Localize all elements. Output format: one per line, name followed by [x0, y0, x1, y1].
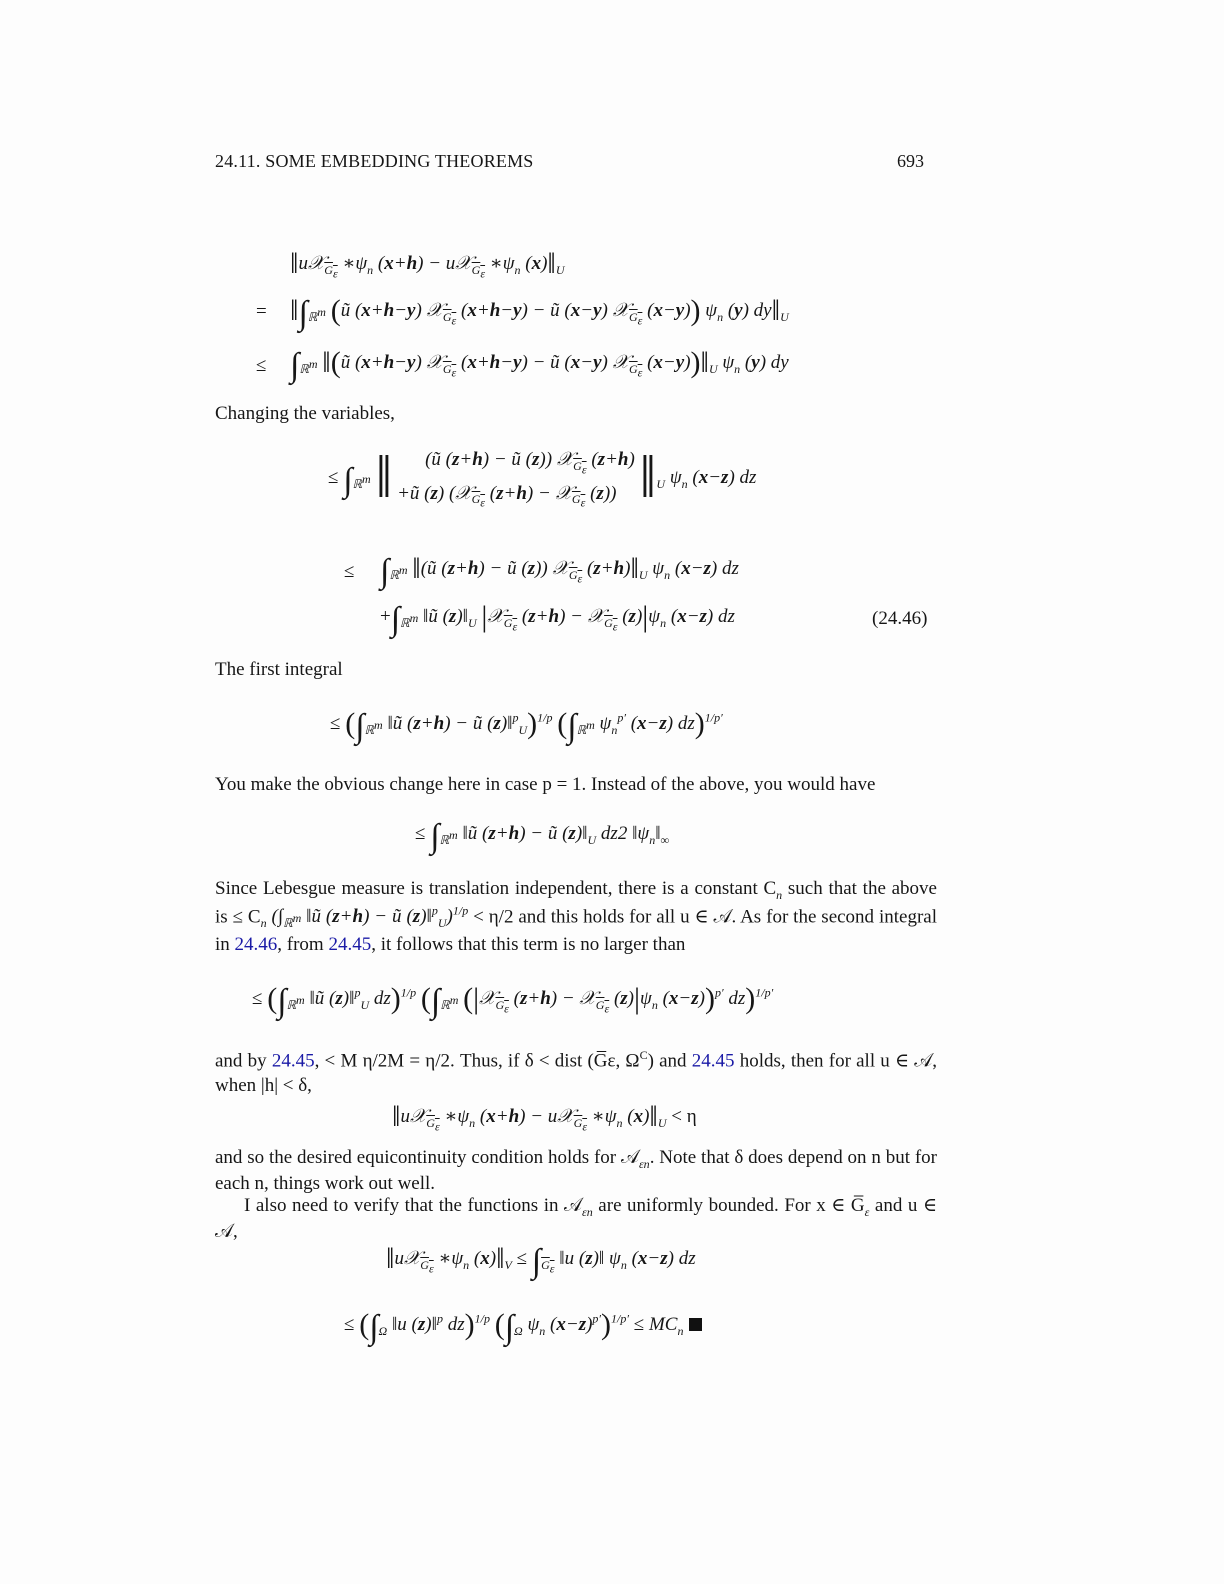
equation-display-4: ≤ $\int_{ℝ^m}$ ‖ (ũ (z+h) − ũ (z)) 𝒳$_{G_\varepsilon}$ (z+h) +ũ (z) (𝒳$_{G_\varepsilon}$ (z+h) − 𝒳$_{G_\varepsilon}$ (z)) $‖_U$ $\psi_n$ (x−z) dz — [328, 444, 757, 510]
equation-display-5: $\int_{ℝ^m}$ ‖(ũ (z+h) − ũ (z)) 𝒳$_{G_\varepsilon}$ $(z+h)‖_U$ $\psi_n$ (x−z) dz — [380, 552, 739, 590]
equation-display-9: ≤ ($\int_{ℝ^m}$ ‖ũ (z)‖$^p_U$ dz)$^{1/p}$ ($\int_{ℝ^m}$ (|𝒳$_{G_\varepsilon}$ (z+h) − 𝒳$_{G_\varepsilon}$ $(z)|\psi_n$ (x−z))$^{p'}$ dz)$^{1/p'}$ — [252, 982, 774, 1020]
paragraph-bounded: I also need to verify that the functions in 𝒜$_{\varepsilon n}$ are uniformly bounded. For x ∈ $G̅_\varepsilon$ and u ∈ 𝒜, — [215, 1195, 938, 1243]
paragraph-first-integral: The first integral — [215, 659, 343, 680]
paragraph-changing-variables: Changing the variables, — [215, 403, 395, 424]
equation-display-7: ≤ ($\int_{ℝ^m}$ ‖ũ (z+h) − ũ (z)‖$^p_U$)$^{1/p}$ ($\int_{ℝ^m}$ $\psi_n^{p'}$ (x−z) dz)$^{1/p'}$ — [330, 707, 723, 745]
equation-display-11: ‖u𝒳$_{G_\varepsilon}$ $∗\psi_n$ $(x)‖_V \le \int_{G_\varepsilon}$ ‖u (z)‖ $\psi_n$ (x−z) dz — [386, 1242, 696, 1280]
paragraph-p1-note: You make the obvious change here in case p = 1. Instead of the above, you would have — [215, 774, 876, 795]
qed-square — [689, 1318, 702, 1331]
ref-link-24-45[interactable]: 24.45 — [328, 933, 372, 955]
paragraph-and-by: and by 24.45, < M η/2M = η/2. Thus, if δ < dist (G̅ε, $\Omega^C$) and 24.45 holds, then for all u ∈ 𝒜, when |h| < δ, — [215, 1048, 937, 1097]
paragraph-equicontinuity: and so the desired equicontinuity condition holds for 𝒜$_{\varepsilon n}$. Note that δ does depend on n but for each n, things work out well. — [215, 1147, 937, 1195]
equation-display-2: $‖\int_{ℝ^m}$ (ũ (x+h−y) 𝒳$_{G_\varepsilon}$ (x+h−y) − ũ (x−y) 𝒳$_{G_\varepsilon}$ (x−y)) $\psi_n$ (y) $dy‖_U$ — [290, 294, 789, 332]
leq-sign: ≤ — [344, 561, 355, 582]
equation-display-10: ‖u𝒳$_{G_\varepsilon}$ $∗\psi_n$ (x+h) − u𝒳$_{G_\varepsilon}$ $∗\psi_n$ $(x)‖_U < \eta$ — [392, 1100, 697, 1134]
equation-display-8: ≤ $\int_{ℝ^m}$ ‖ũ (z+h) − ũ $(z)‖_U$ dz2 $‖\psi_n‖_\infty$ — [415, 818, 670, 855]
paragraph-lebesgue: Since Lebesgue measure is translation independent, there is a constant $C_n$ such that the above is ≤ $C_n$ ($\int_{ℝ^m}$ ‖ũ (z+h) − ũ (z)‖$^p_U$)$^{1/p}$ < η/2 and this holds for all u ∈ 𝒜. As for the second integral in 24.46, from 24.45, it follows that this term is no larger than — [215, 878, 938, 955]
equation-display-6: $+\int_{ℝ^m}$ ‖ũ $(z)‖_U$ |𝒳$_{G_\varepsilon}$ (z+h) − 𝒳$_{G_\varepsilon}$ $(z)|\psi_n$ (x−z) dz — [380, 600, 735, 638]
leq-sign: ≤ — [256, 355, 267, 376]
equals-sign: = — [256, 301, 267, 322]
equation-display-1: ‖u𝒳$_{G_\varepsilon}$ $∗\psi_n$ (x+h) − u𝒳$_{G_\varepsilon}$ $∗\psi_n$ $(x)‖_U$ — [290, 247, 565, 281]
running-header: 24.11. SOME EMBEDDING THEOREMS — [215, 151, 534, 171]
ref-link-24-45[interactable]: 24.45 — [271, 1050, 315, 1072]
ref-link-24-46[interactable]: 24.46 — [234, 933, 278, 955]
equation-number: (24.46) — [872, 608, 928, 629]
equation-display-3: $\int_{ℝ^m}$ ‖(ũ (x+h−y) 𝒳$_{G_\varepsilon}$ (x+h−y) − ũ (x−y) 𝒳$_{G_\varepsilon}$ $(x-y))‖_U$ $\psi_n$ (y) dy — [290, 346, 789, 384]
page-number: 693 — [897, 151, 924, 171]
equation-display-12: ≤ ($\int_\Omega$ ‖u (z)‖$^p$ dz)$^{1/p}$ ($\int_\Omega$ $\psi_n$ $(x-z)^{p'})^{1/p'} \le MC_n$ — [344, 1306, 702, 1350]
ref-link-24-45[interactable]: 24.45 — [691, 1050, 735, 1072]
